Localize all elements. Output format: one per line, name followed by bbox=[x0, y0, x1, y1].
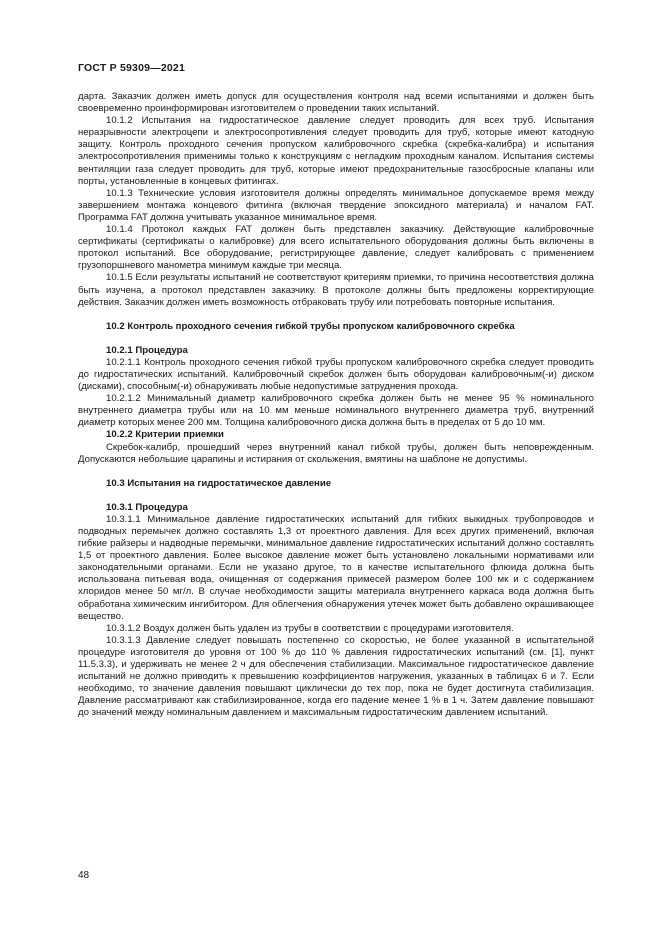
document-page bbox=[78, 0, 594, 935]
subsection-heading: 10.3.1 Процедура bbox=[106, 501, 188, 513]
body-paragraph: 10.1.3 Технические условия изготовителя должны определять минимальное допускаемое время между завершением монтажа концевого фитинга (включая твердение эпоксидного материала) и началом FAT. Программа FAT должна учитывать указанное минимальное время. bbox=[78, 187, 594, 223]
body-paragraph: 10.2.1.1 Контроль проходного сечения гибкой трубы пропуском калибровочного скребка следует проводить до гидростатических испытаний. Калибровочный скребок должен быть оборудован калибровочным(-и) диском (дисками), способным(-и) обнаруживать любые недопустимые затруднения прохода. bbox=[78, 356, 594, 393]
section-heading: 10.3 Испытания на гидростатическое давление bbox=[106, 477, 332, 489]
body-paragraph: 10.3.1.3 Давление следует повышать постепенно со скоростью, не более указанной в испытательной процедуре изготовителя до уровня от 100 % до 110 % давления гидростатических испытаний (см. [1], пункт 11.5.3.3), и удерживать не менее 2 ч для обеспечения стабилизации. Максимальное гидростатическое давление испытаний не должно приводить к превышению коэффициентов нагружения, указанных в таблицах 6 и 7. Если необходимо, то значение давления повышают циклически до тех пор, пока не будет достигнута стабилизация. Давление рассматривают как стабилизированное, когда его падение менее 1 % в 1 ч. Затем давление повышают до значений между номинальным давлением и максимальным гидростатическим давлением испытаний. bbox=[78, 634, 594, 719]
body-paragraph: Скребок-калибр, прошедший через внутренний канал гибкой трубы, должен быть неповрежденным. Допускаются небольшие царапины и истирания от скольжения, вмятины на шаблоне не допустимы. bbox=[78, 441, 594, 465]
body-paragraph: 10.1.5 Если результаты испытаний не соответствуют критериям приемки, то причина несоответствия должна быть изучена, а протокол представлен заказчику. В протоколе должны быть предложены корректирующие действия. Заказчик должен иметь возможность отбраковать трубу или потребовать повторные испытания. bbox=[78, 272, 594, 308]
subsection-heading: 10.2.2 Критерии приемки bbox=[106, 429, 224, 441]
body-paragraph: 10.1.2 Испытания на гидростатическое давление следует проводить для всех труб. Испытания неразрывности электроцепи и электросопротивления следует проводить для труб, которые имеют катодную защиту. Контроль проходного сечения пропуском калибровочного скребка (скребка-калибра) и испытания электросопротивления применимы только к конструкциям с негладким проходным каналом. Испытания системы вентиляции газа следует проводить для труб, которые имеют предохранительные газосбросные клапаны или порты, установленные в концевых фитингах. bbox=[78, 115, 594, 187]
body-paragraph: 10.2.1.2 Минимальный диаметр калибровочного скребка должен быть не менее 95 % номинального внутреннего диаметра трубы или на 10 мм меньше номинального внутреннего диаметра труб, внутренний диаметр которых менее 200 мм. Толщина калибровочного диска должна быть в пределах от 5 до 10 мм. bbox=[78, 393, 594, 429]
document-body bbox=[78, 91, 594, 720]
body-paragraph: 10.1.4 Протокол каждых FAT должен быть представлен заказчику. Действующие калибровочные сертификаты (сертификаты о калибровке) для всего испытательного оборудования должны быть включены в протокол испытаний. Все оборудование, регистрирующее давление, следует калибровать с применением грузопоршневого манометра минимум каждые три месяца. bbox=[78, 224, 594, 272]
page-number: 48 bbox=[78, 870, 90, 881]
body-paragraph: дарта. Заказчик должен иметь допуск для осуществления контроля над всеми испытаниями и должен быть своевременно проинформирован изготовителем о проведении таких испытаний. bbox=[78, 91, 594, 115]
body-paragraph: 10.3.1.2 Воздух должен быть удален из трубы в соответствии с процедурами изготовителя. bbox=[106, 622, 514, 634]
body-paragraph: 10.3.1.1 Минимальное давление гидростатических испытаний для гибких выкидных трубопроводов и подводных перемычек должно составлять 1,3 от проектного давления. Для всех других применений, включая гибкие райзеры и надводные перемычки, минимальное давление гидростатических испытаний должно составлять 1,5 от проектного давления. Более высокое давление может быть установлено локальными нормативами или законодательными органами. Если не указано другое, то в качестве испытательного флюида должна быть использована питьевая вода, очищенная от содержания примесей размером более 100 мк и с содержанием хлоридов менее 50 мг/л. В случае необходимости защиты материала внутреннего каркаса вода должна быть обработана химическим ингибитором. Для облегчения обнаружения утечек может быть добавлено окрашивающее вещество. bbox=[78, 513, 594, 622]
subsection-heading: 10.2.1 Процедура bbox=[106, 344, 188, 356]
standard-designation: ГОСТ Р 59309—2021 bbox=[78, 62, 186, 74]
section-heading: 10.2 Контроль проходного сечения гибкой трубы пропуском калибровочного скребка bbox=[106, 320, 515, 332]
